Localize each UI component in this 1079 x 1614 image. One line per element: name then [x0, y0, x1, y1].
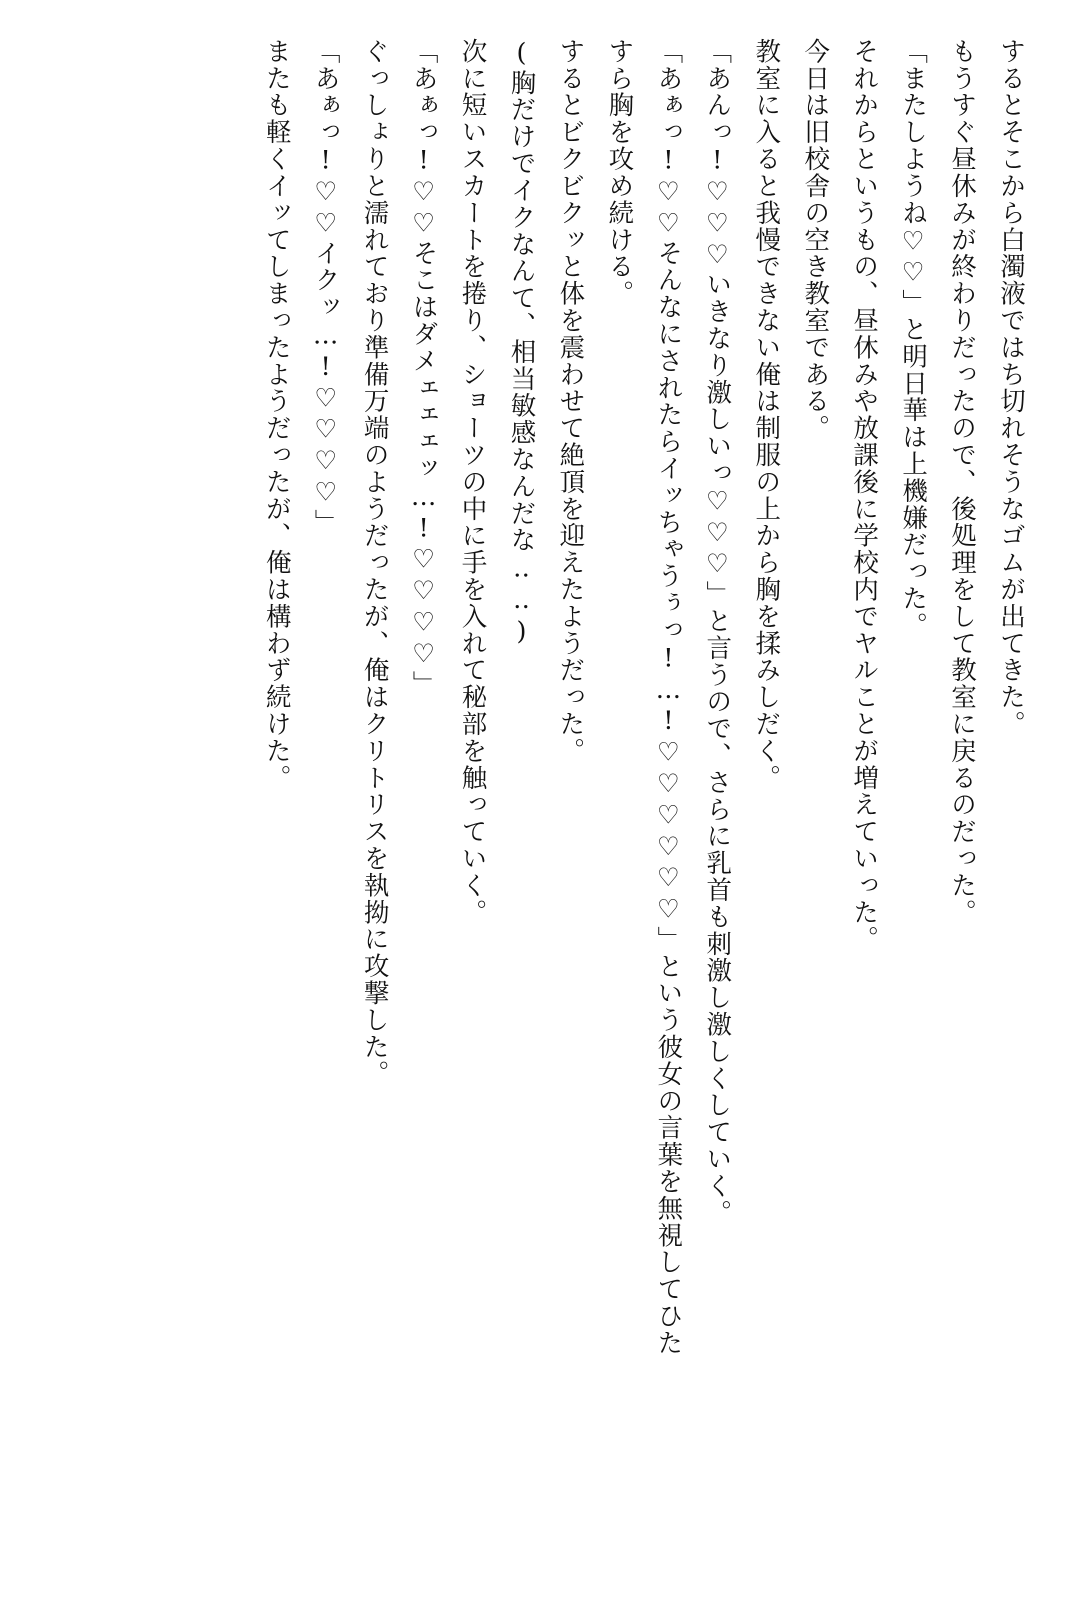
paragraph: 「あんっ!♡♡♡いきなり激しいっ♡♡♡」と言うので、さらに乳首も刺激し激しくしていく。 [702, 38, 733, 1227]
paragraph: またも軽くイッてしまったようだったが、俺は構わず続けた。 [261, 38, 292, 792]
paragraph: ぐっしょりと濡れており準備万端のようだったが、俺はクリトリスを執拗に攻撃した。 [359, 38, 390, 1088]
paragraph: 「あぁっ!♡♡そこはダメェェェッ…!♡♡♡♡」 [408, 38, 439, 698]
paragraph: もうすぐ昼休みが終わりだったので、後処理をして教室に戻るのだった。 [947, 38, 978, 926]
paragraph: 「あぁっ!♡♡イクッ…!♡♡♡♡」 [310, 38, 341, 536]
paragraph: それからというもの、昼休みや放課後に学校内でヤルことが増えていった。 [849, 38, 880, 953]
paragraph: (胸だけでイクなんて、相当敏感なんだな‥‥) [506, 38, 537, 648]
paragraph: 「あぁっ!♡♡そんなにされたらイッちゃうぅっ!…!♡♡♡♡♡♡」という彼女の言葉を無視してひた [653, 38, 684, 1357]
vertical-body-text [45, 38, 1035, 1568]
paragraph: 今日は旧校舎の空き教室である。 [800, 38, 831, 442]
paragraph: すら胸を攻め続ける。 [604, 38, 635, 308]
paragraph: するとビクビクッと体を震わせて絶頂を迎えたようだった。 [555, 38, 586, 765]
paragraph: 次に短いスカートを捲り、ショーツの中に手を入れて秘部を触っていく。 [457, 38, 488, 926]
paragraph: 教室に入ると我慢できない俺は制服の上から胸を揉みしだく。 [751, 38, 782, 792]
paragraph: するとそこから白濁液ではち切れそうなゴムが出てきた。 [996, 38, 1026, 738]
paragraph: 「またしようね♡♡」と明日華は上機嫌だった。 [898, 38, 929, 639]
